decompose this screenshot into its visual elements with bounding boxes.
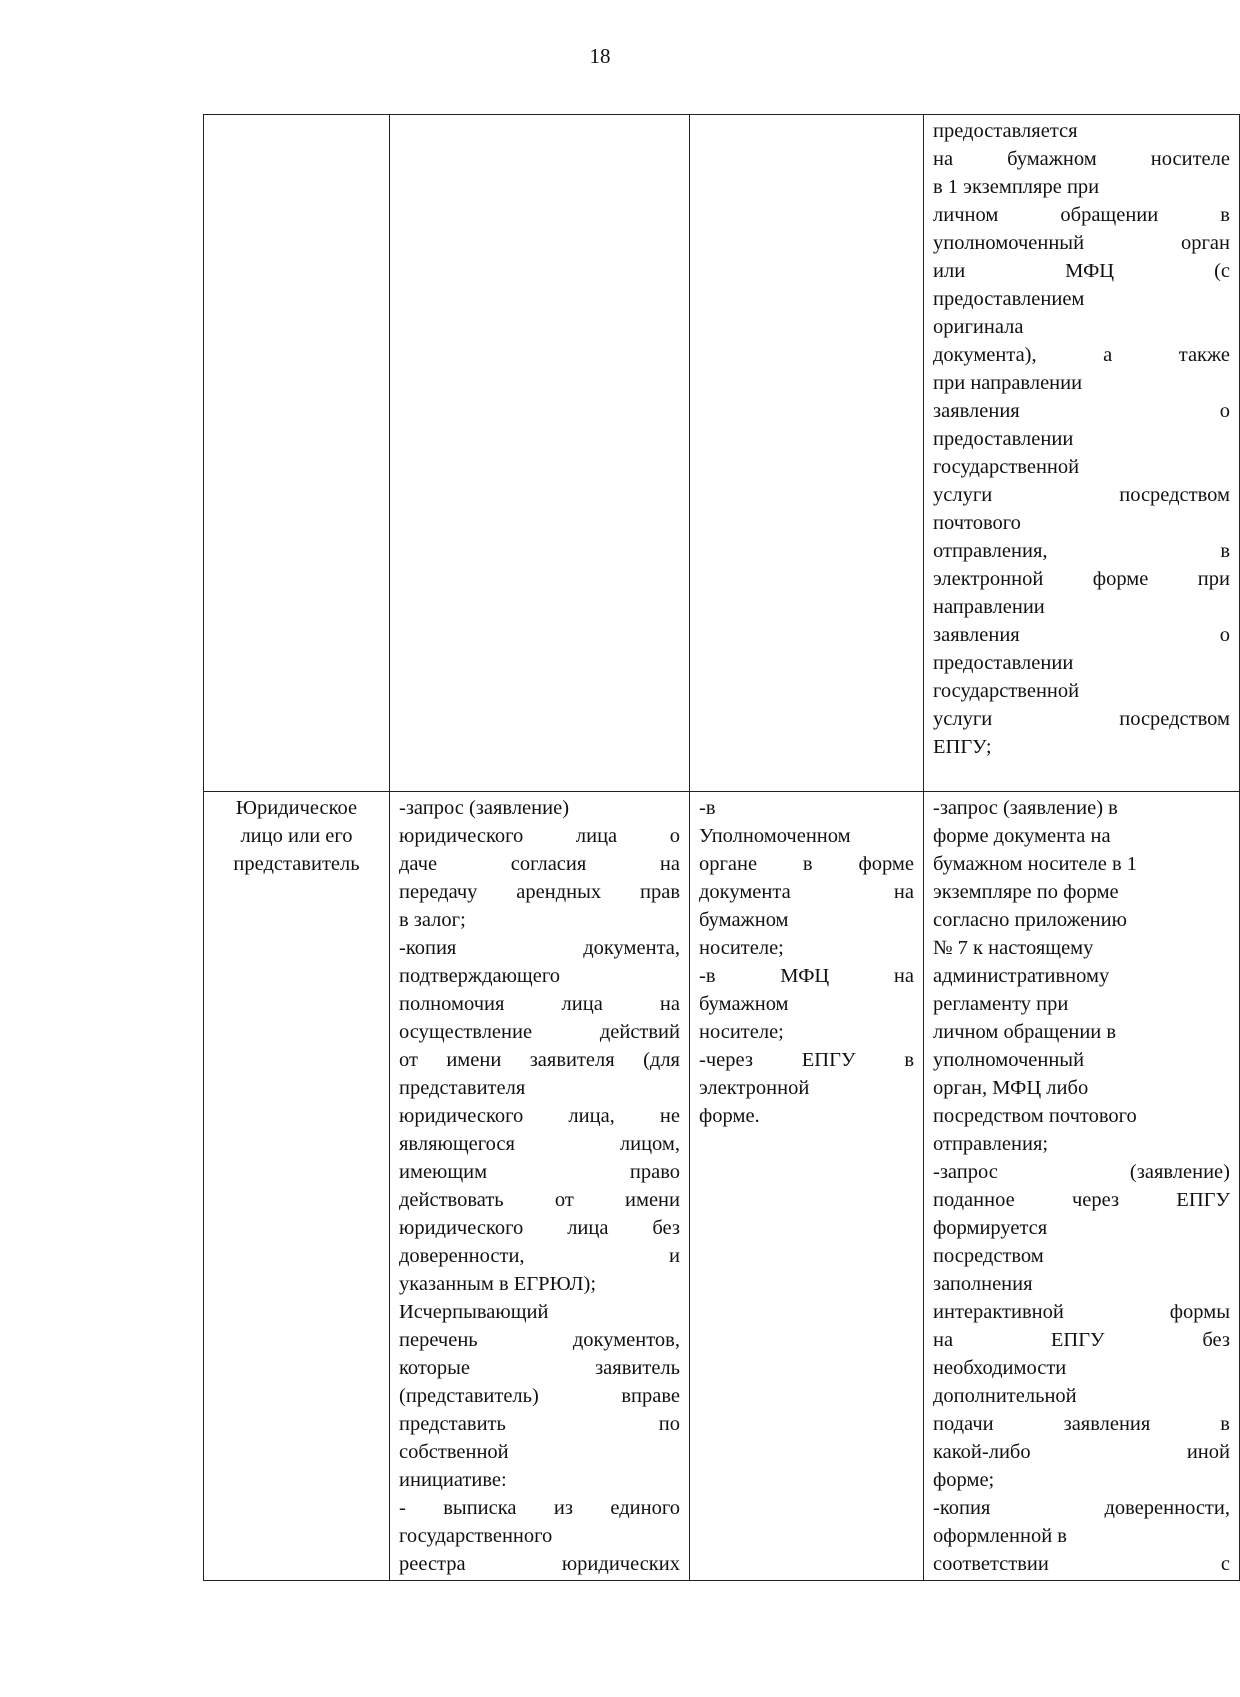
cell-text-line: Уполномоченном bbox=[699, 825, 851, 847]
cell-text-line: реестра юридических bbox=[399, 1553, 680, 1575]
cell-text-line: государственной bbox=[933, 680, 1080, 702]
cell-text-line: органе в форме bbox=[699, 853, 914, 875]
cell-text-line: - выписка из единого bbox=[399, 1497, 680, 1519]
cell-text-line: заполнения bbox=[933, 1273, 1033, 1295]
cell-text-line: уполномоченный bbox=[933, 1049, 1085, 1071]
cell-text-line: при направлении bbox=[933, 372, 1083, 394]
cell-text-line: государственной bbox=[933, 456, 1080, 478]
cell-text-line: на бумажном носителе bbox=[933, 148, 1230, 170]
cell-text-line: заявления о bbox=[933, 624, 1230, 646]
cell-text-line: направлении bbox=[933, 596, 1045, 618]
table-cell-submission-form bbox=[924, 115, 1240, 792]
cell-text-line: предоставлении bbox=[933, 652, 1074, 674]
cell-text-line: форме; bbox=[933, 1469, 995, 1491]
cell-text-line: согласно приложению bbox=[933, 909, 1127, 931]
cell-text-line: доверенности, и bbox=[399, 1245, 680, 1267]
cell-text-line: инициативе: bbox=[399, 1469, 507, 1491]
cell-text-line: предоставлением bbox=[933, 288, 1085, 310]
cell-text-line: -запрос (заявление) в bbox=[933, 797, 1118, 819]
table-cell-applicant bbox=[204, 792, 390, 1581]
cell-text-line: -копия доверенности, bbox=[933, 1497, 1230, 1519]
cell-text-line: электронной bbox=[699, 1077, 810, 1099]
cell-text-line: ЕПГУ; bbox=[933, 736, 992, 758]
cell-text-line: административному bbox=[933, 965, 1110, 987]
cell-text-line: представить по bbox=[399, 1413, 680, 1435]
cell-text-line: даче согласия на bbox=[399, 853, 680, 875]
table-row bbox=[204, 792, 1240, 1581]
cell-text-line: личном обращении в bbox=[933, 1021, 1117, 1043]
cell-text-line: или МФЦ (с bbox=[933, 260, 1230, 282]
cell-text-line: уполномоченный орган bbox=[933, 232, 1230, 254]
cell-text-line: Исчерпывающий bbox=[399, 1301, 549, 1323]
cell-text-line: личном обращении в bbox=[933, 204, 1230, 226]
cell-text-line: бумажном bbox=[699, 909, 789, 931]
page-number: 18 bbox=[589, 44, 611, 68]
cell-text-line: заявления о bbox=[933, 400, 1230, 422]
table-cell-documents bbox=[390, 115, 690, 792]
cell-text-line: предоставляется bbox=[933, 120, 1078, 142]
cell-text-line: форме. bbox=[699, 1105, 760, 1127]
cell-text-line: интерактивной формы bbox=[933, 1301, 1230, 1323]
cell-text-line: соответствии с bbox=[933, 1553, 1230, 1575]
cell-text-line: поданное через ЕПГУ bbox=[933, 1189, 1230, 1211]
cell-text-line: юридического лица о bbox=[399, 825, 680, 847]
cell-text-line: какой-либо иной bbox=[933, 1441, 1230, 1463]
cell-text-line: в залог; bbox=[399, 909, 466, 931]
cell-text-line: -запрос (заявление) bbox=[933, 1161, 1230, 1183]
cell-text-line: указанным в ЕГРЮЛ); bbox=[399, 1273, 597, 1295]
requirements-table bbox=[203, 114, 1240, 1581]
cell-text-line: -запрос (заявление) bbox=[399, 797, 570, 819]
table-cell-applicant bbox=[204, 115, 390, 792]
cell-text-line: носителе; bbox=[699, 1021, 784, 1043]
cell-text-line: на ЕПГУ без bbox=[933, 1329, 1230, 1351]
cell-text-line: носителе; bbox=[699, 937, 784, 959]
cell-text-line: -через ЕПГУ в bbox=[699, 1049, 914, 1071]
cell-text-line: полномочия лица на bbox=[399, 993, 680, 1015]
cell-text-line: перечень документов, bbox=[399, 1329, 680, 1351]
cell-text-line: лицо или его bbox=[240, 825, 353, 847]
cell-text-line: от имени заявителя (для bbox=[399, 1049, 680, 1071]
cell-text-line: услуги посредством bbox=[933, 708, 1230, 730]
cell-text-line: -в bbox=[699, 797, 716, 819]
cell-text-line: отправления, в bbox=[933, 540, 1230, 562]
cell-text-line: -копия документа, bbox=[399, 937, 680, 959]
cell-text-line: оригинала bbox=[933, 316, 1024, 338]
cell-text-line: -в МФЦ на bbox=[699, 965, 914, 987]
cell-text-line: услуги посредством bbox=[933, 484, 1230, 506]
cell-text-line: (представитель) вправе bbox=[399, 1385, 680, 1407]
cell-text-line: бумажном носителе в 1 bbox=[933, 853, 1138, 875]
cell-text-line: орган, МФЦ либо bbox=[933, 1077, 1089, 1099]
cell-text-line: оформленной в bbox=[933, 1525, 1067, 1547]
cell-text-line: подачи заявления в bbox=[933, 1413, 1230, 1435]
table-cell-submission-method bbox=[690, 115, 924, 792]
cell-text-line: № 7 к настоящему bbox=[933, 937, 1094, 959]
cell-text-line: формируется bbox=[933, 1217, 1048, 1239]
cell-text-line: представитель bbox=[233, 853, 360, 875]
cell-text-line: передачу арендных прав bbox=[399, 881, 680, 903]
cell-text-line: необходимости bbox=[933, 1357, 1067, 1379]
cell-text-line: собственной bbox=[399, 1441, 509, 1463]
cell-text-line: подтверждающего bbox=[399, 965, 560, 987]
cell-text-line: бумажном bbox=[699, 993, 789, 1015]
cell-text-line: экземпляре по форме bbox=[933, 881, 1119, 903]
cell-text-line: электронной форме при bbox=[933, 568, 1230, 590]
cell-text-line: действовать от имени bbox=[399, 1189, 680, 1211]
cell-text-line: имеющим право bbox=[399, 1161, 680, 1183]
cell-text-line: юридического лица без bbox=[399, 1217, 680, 1239]
cell-text-line: форме документа на bbox=[933, 825, 1111, 847]
cell-text-line: государственного bbox=[399, 1525, 553, 1547]
table-cell-submission-method bbox=[690, 792, 924, 1581]
cell-text-line: посредством bbox=[933, 1245, 1044, 1267]
cell-text-line: которые заявитель bbox=[399, 1357, 680, 1379]
cell-text-line: предоставлении bbox=[933, 428, 1074, 450]
table-cell-submission-form bbox=[924, 792, 1240, 1581]
cell-text-line: дополнительной bbox=[933, 1385, 1077, 1407]
cell-text-line: документа), а также bbox=[933, 344, 1230, 366]
cell-text-line: Юридическое bbox=[235, 797, 358, 819]
cell-text-line: в 1 экземпляре при bbox=[933, 176, 1100, 198]
cell-text-line: посредством почтового bbox=[933, 1105, 1137, 1127]
cell-text-line: представителя bbox=[399, 1077, 526, 1099]
table-row bbox=[204, 115, 1240, 792]
cell-text-line: почтового bbox=[933, 512, 1021, 534]
cell-text-line: документа на bbox=[699, 881, 914, 903]
cell-text-line: являющегося лицом, bbox=[399, 1133, 680, 1155]
cell-text-line: осуществление действий bbox=[399, 1021, 680, 1043]
cell-text-line: юридического лица, не bbox=[399, 1105, 680, 1127]
cell-text-line: регламенту при bbox=[933, 993, 1069, 1015]
cell-text-line: отправления; bbox=[933, 1133, 1049, 1155]
table-cell-documents bbox=[390, 792, 690, 1581]
